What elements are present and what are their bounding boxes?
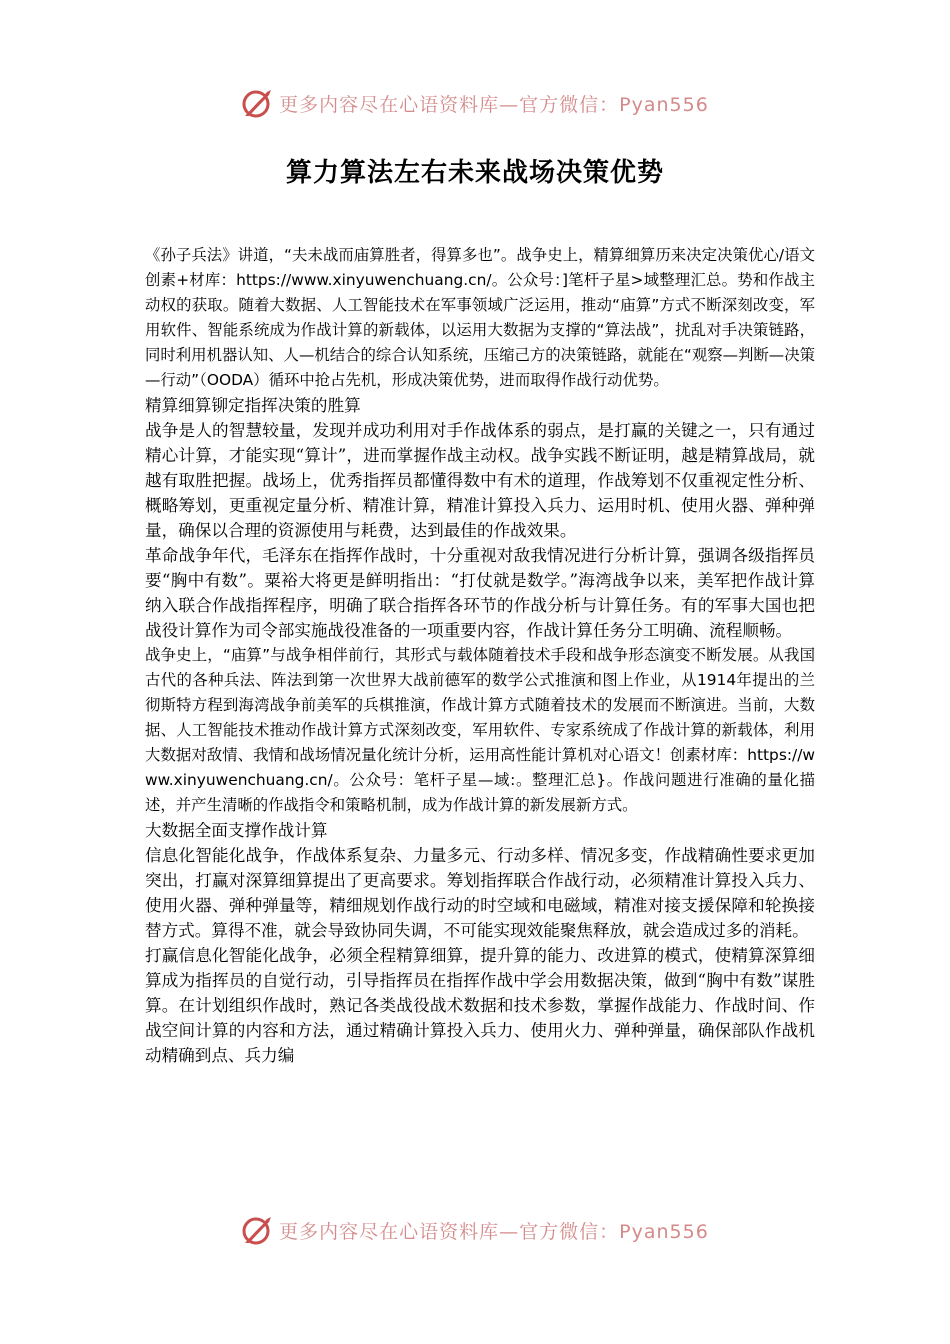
banner-text: 更多内容尽在心语资料库—官方微信：Pyan556 [279,93,709,116]
paragraph-2: 战争是人的智慧较量，发现并成功利用对手作战体系的弱点，是打赢的关键之一，只有通过精心计算，才能实现“算计”，进而掌握作战主动权。战争实践不断证明，越是精算战局，就越有取胜把握。战场上，优秀指挥员都懂得数中有术的道理，作战筹划不仅重视定性分析、概略筹划，更重视定量分析、精准计算，精准计算投入兵力、运用时机、使用火器、弹种弹量，确保以合理的资源使用与耗费，达到最佳的作战效果。 [145,421,815,540]
paragraph-4: 战争史上，“庙算”与战争相伴前行，其形式与载体随着技术手段和战争形态演变不断发展。从我国古代的各种兵法、阵法到第一次世界大战前德军的数学公式推演和图上作业，从1914年提出的兰彻斯特方程到海湾战争前美军的兵棋推演，作战计算方式随着技术的发展而不断演进。当前，大数据、人工智能技术推动作战计算方式深刻改变，军用软件、专家系统成了作战计算的新载体，利用大数据对敌情、我情和战场情况量化统计分析，运用高性能计算机对心语文！创素材库：https://www.xinyuwenchuang.cn/。公众号：笔杆子星—域:。整理汇总}。作战问题进行准确的量化描述，并产生清晰的作战指令和策略机制，成为作战计算的新发展新方式。 [145,646,815,814]
quill-logo-icon [241,86,275,120]
page-title: 算力算法左右未来战场决策优势 [285,158,664,188]
paragraph-3: 革命战争年代，毛泽东在指挥作战时，十分重视对敌我情况进行分析计算，强调各级指挥员要“胸中有数”。粟裕大将更是鲜明指出：“打仗就是数学。”海湾战争以来，美军把作战计算纳入联合作战指挥程序，明确了联合指挥各环节的作战分析与计算任务。有的军事大国也把战役计算作为司令部实施战役准备的一项重要内容，作战计算任务分工明确、流程顺畅。 [145,546,815,640]
paragraph-7: 打赢信息化智能化战争，必须全程精算细算，提升算的能力、改进算的模式，使精算深算细算成为指挥员的自觉行动，引导指挥员在指挥作战中学会用数据决策，做到“胸中有数”谋胜算。在计划组织作战时，熟记各类战役战术数据和技术参数，掌握作战能力、作战时间、作战空间计算的内容和方法，通过精确计算投入兵力、使用火力、弹种弹量，确保部队作战机动精确到点、兵力编 [145,946,815,1065]
footer-banner [0,1213,950,1247]
paragraph-intro: 《孙子兵法》讲道，“夫未战而庙算胜者，得算多也”。战争史上，精算细算历来决定决策优心/语文创素+材库：https://www.xinyuwenchuang.cn/。公众号：]笔杆子星>域整理汇总。势和作战主动权的获取。随着大数据、人工智能技术在军事领域广泛运用，推动“庙算”方式不断深刻改变，军用软件、智能系统成为作战计算的新载体，以运用大数据为支撑的“算法战”，扰乱对手决策链路，同时利用机器认知、人—机结合的综合认知系统，压缩己方的决策链路，就能在“观察—判断—决策—行动”（OODA）循环中抢占先机，形成决策优势，进而取得作战行动优势。 [145,246,815,389]
section-heading-2: 大数据全面支撑作战计算 [145,821,328,840]
article-body [145,243,815,1068]
header-banner [0,86,950,120]
banner-text: 更多内容尽在心语资料库—官方微信：Pyan556 [279,1220,709,1243]
banner-wechat-id: Pyan556 [619,1220,709,1243]
quill-logo-icon [241,1213,275,1247]
section-heading-1: 精算细算铆定指挥决策的胜算 [145,396,361,415]
paragraph-6: 信息化智能化战争，作战体系复杂、力量多元、行动多样、情况多变，作战精确性要求更加突出，打赢对深算细算提出了更高要求。筹划指挥联合作战行动，必须精准计算投入兵力、使用火器、弹种弹量等，精细规划作战行动的时空域和电磁域，精准对接支援保障和轮换接替方式。算得不准，就会导致协同失调，不可能实现效能聚焦释放，就会造成过多的消耗。 [145,846,815,940]
banner-wechat-id: Pyan556 [619,93,709,116]
